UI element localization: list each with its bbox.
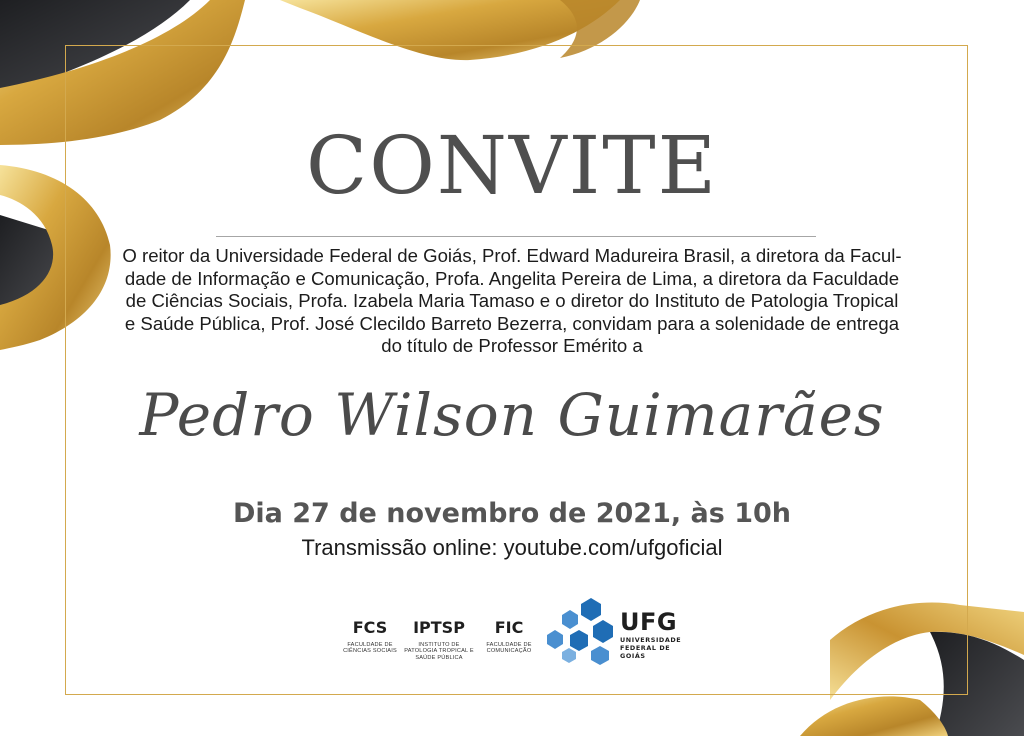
logo-ufg (620, 610, 681, 660)
logo-fic (478, 620, 540, 655)
invitation-title: CONVITE (306, 119, 718, 212)
logo-fic-subtitle-line: FACULDADE DE (486, 642, 532, 648)
logo-iptsp-subtitle (403, 642, 475, 661)
logo-ufg-subtitle-line: FEDERAL DE GOIÁS (620, 643, 671, 660)
logo-fcs-subtitle-line: CIÊNCIAS SOCIAIS (343, 648, 397, 655)
intro-line: e Saúde Pública, Prof. José Clecildo Barreto Bezerra, convidam para a solenidade de entrega (124, 312, 900, 334)
intro-line: do título de Professor Emérito a (381, 335, 643, 356)
intro-line: de Ciências Sociais, Profa. Izabela Maria Tamaso e o diretor do Instituto de Patologia Tropical (125, 290, 899, 311)
logo-fic-subtitle (478, 642, 540, 655)
invitation-intro-text (112, 245, 912, 358)
logo-fic-acronym: FIC (494, 618, 524, 637)
logo-iptsp-subtitle-line: INSTITUTO DE (418, 642, 460, 648)
hexagon-cluster-icon (545, 596, 615, 666)
logo-fcs-acronym: FCS (352, 618, 388, 637)
logo-fic-subtitle-line: COMUNICAÇÃO (486, 648, 532, 655)
logo-fcs-subtitle (335, 642, 405, 655)
title-divider (216, 236, 816, 237)
logo-fcs (335, 620, 405, 655)
logo-ufg-subtitle-line: UNIVERSIDADE (620, 636, 682, 644)
logo-iptsp (403, 620, 475, 661)
stream-info: Transmissão online: youtube.com/ufgoficial (301, 535, 723, 560)
logo-iptsp-subtitle-line: SAÚDE PÚBLICA (415, 654, 463, 661)
intro-line: O reitor da Universidade Federal de Goiás, Prof. Edward Madureira Brasil, a diretora da Facul- (122, 245, 902, 266)
intro-line: dade de Informação e Comunicação, Profa. Angelita Pereira de Lima, a diretora da Faculdade (124, 267, 900, 289)
event-date: Dia 27 de novembro de 2021, às 10h (232, 498, 792, 529)
logo-ufg-subtitle (620, 637, 681, 660)
logo-ufg-acronym: UFG (620, 608, 678, 636)
logo-fcs-subtitle-line: FACULDADE DE (347, 642, 393, 648)
logo-iptsp-subtitle-line: PATOLOGIA TROPICAL E (404, 648, 474, 655)
honoree-name: Pedro Wilson Guimarães (139, 381, 885, 449)
logo-iptsp-acronym: IPTSP (413, 618, 465, 637)
